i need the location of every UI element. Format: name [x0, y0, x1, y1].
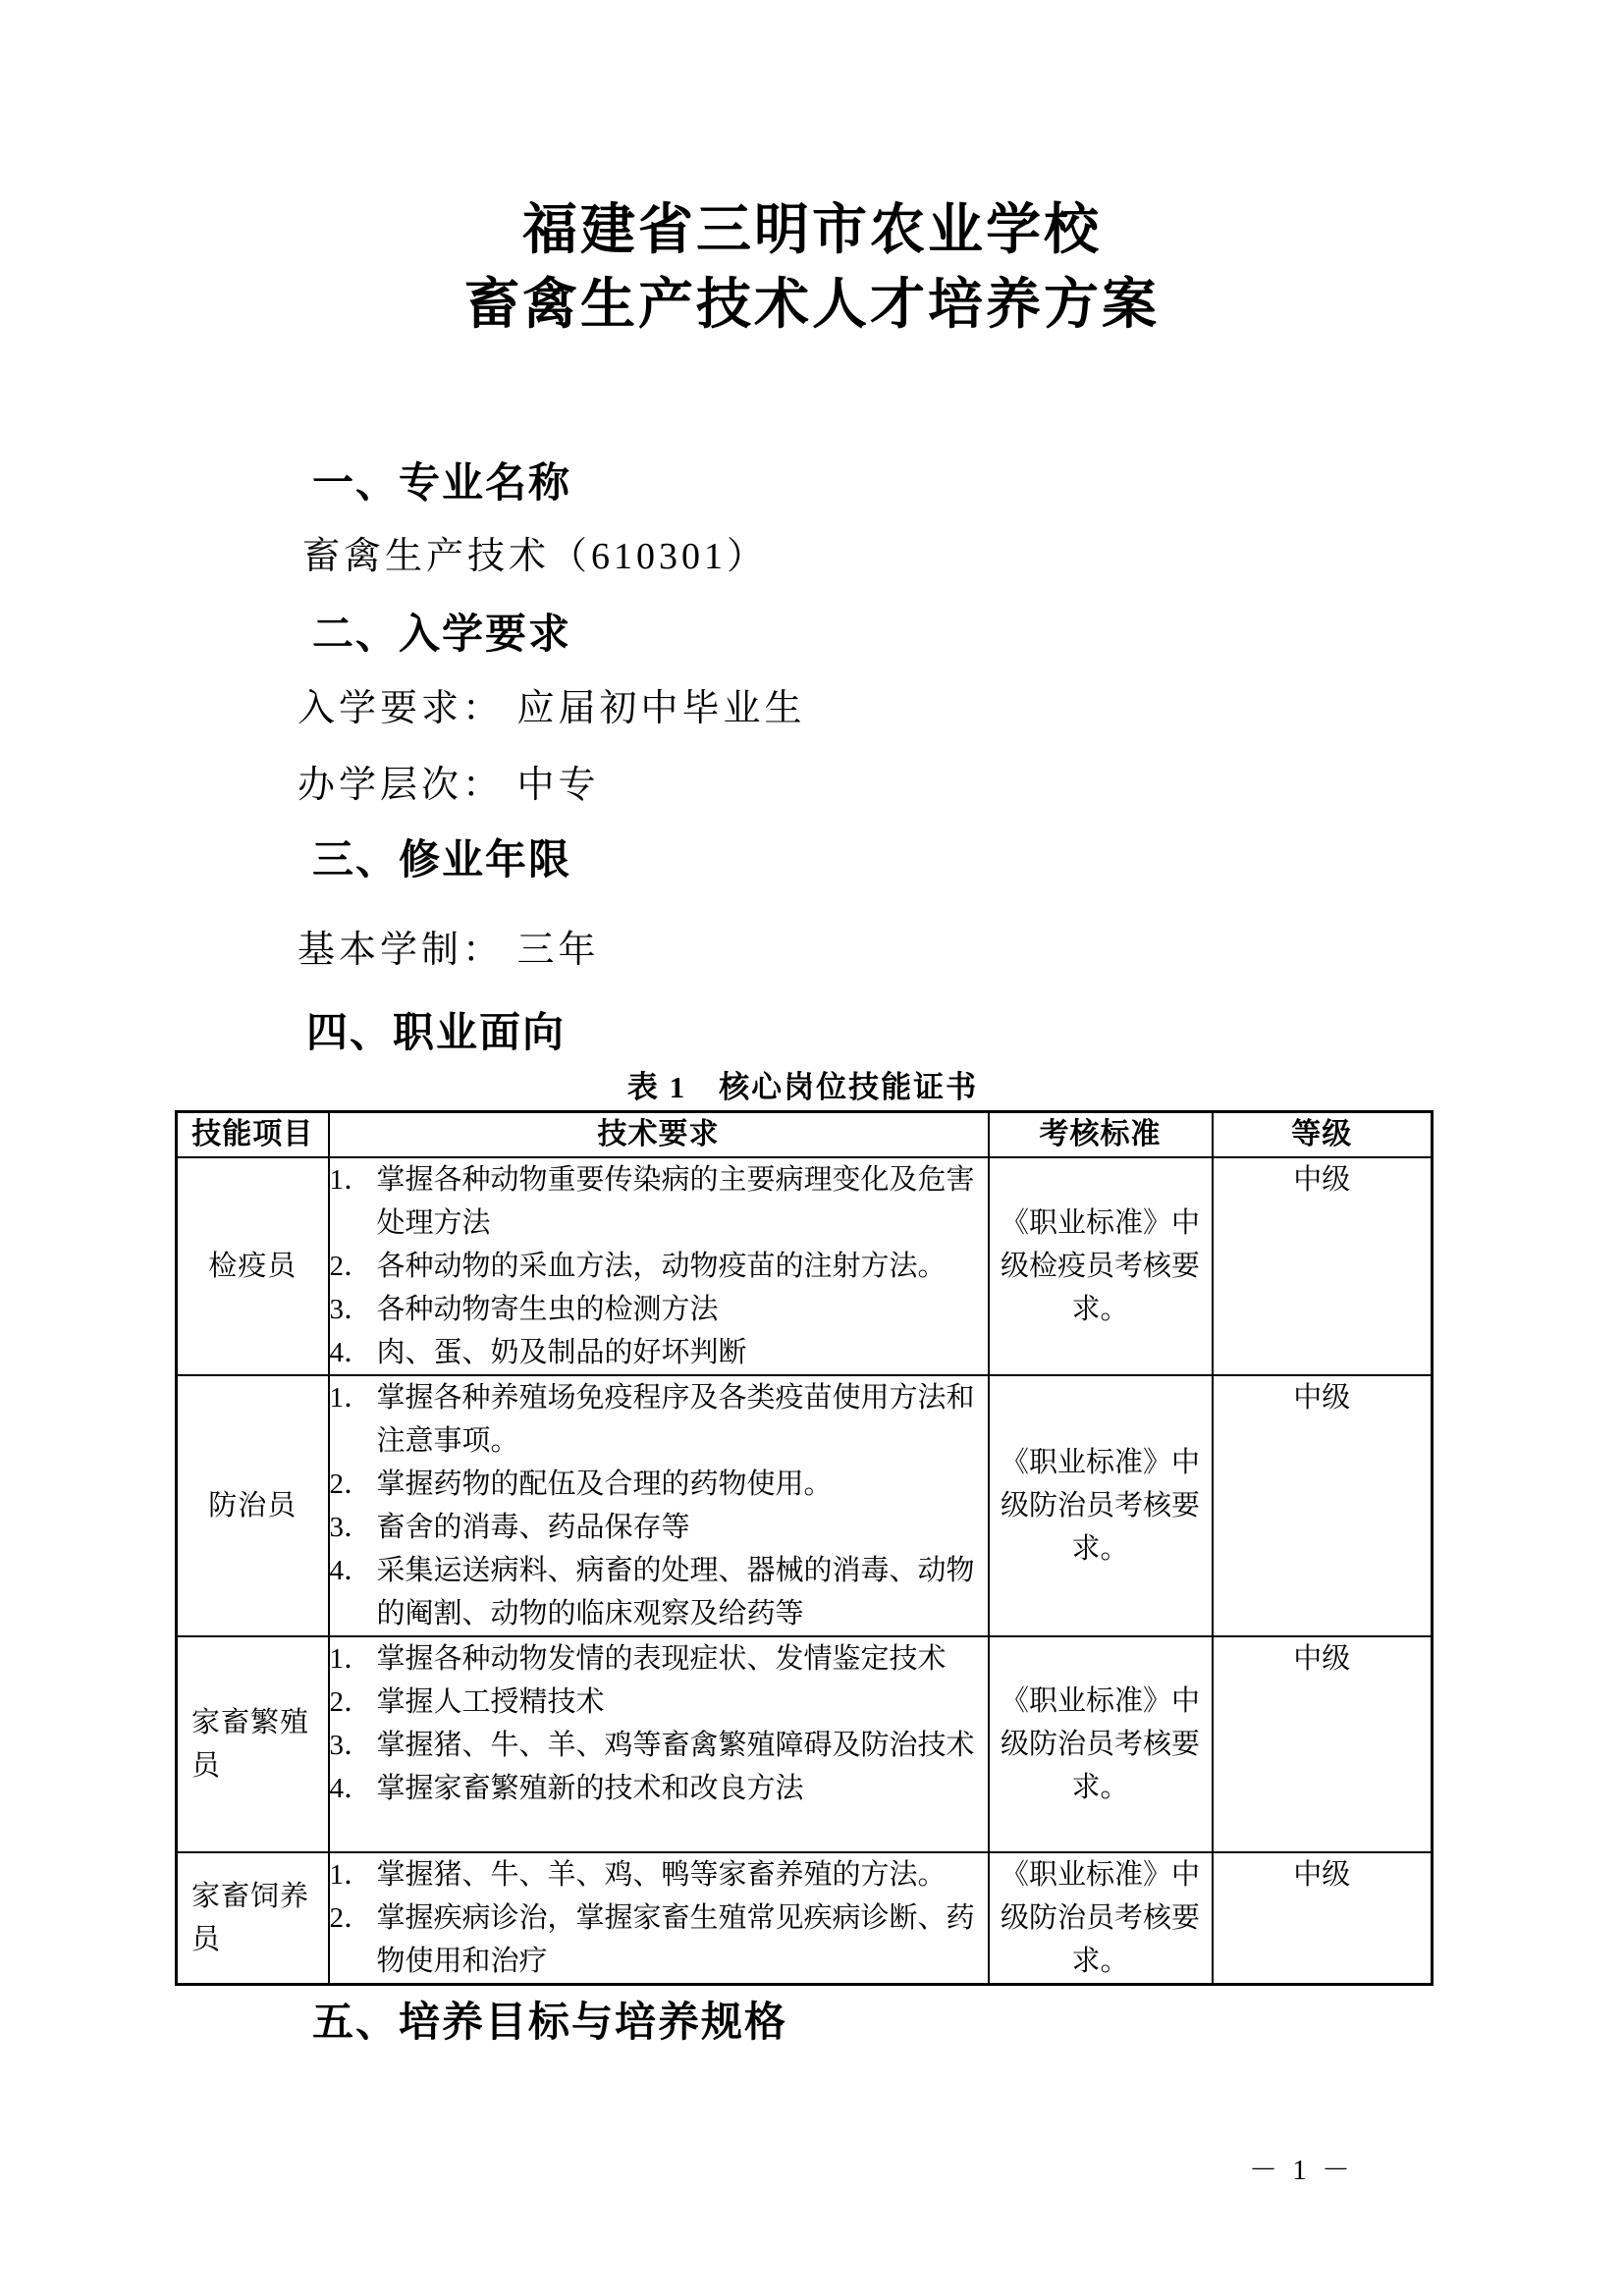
requirement-number: 1．: [329, 1643, 373, 1675]
requirement-item: [330, 1681, 988, 1724]
requirement-text: 掌握猪、牛、羊、鸡、鸭等家畜养殖的方法。: [376, 1859, 947, 1891]
job-name-cell: 检疫员: [177, 1157, 329, 1375]
requirements-cell: [329, 1636, 989, 1852]
table-caption: 表 1 核心岗位技能证书: [626, 1070, 979, 1104]
requirement-number: 4．: [329, 1555, 373, 1586]
requirement-text: 掌握药物的配伍及合理的药物使用。: [376, 1468, 833, 1500]
header-tech-requirements: 技术要求: [329, 1112, 989, 1158]
table-row-feeding-worker: [177, 1852, 1433, 1985]
requirement-item: [330, 1637, 988, 1681]
requirement-item: [330, 1767, 988, 1810]
assessment-standard-cell: 《职业标准》中级防治员考核要求。: [989, 1375, 1213, 1636]
requirement-item: [330, 1463, 988, 1506]
requirement-item: [330, 1158, 988, 1245]
requirements-cell: [329, 1157, 989, 1375]
section-heading-career-orientation: 四、职业面向: [306, 1009, 567, 1055]
page-number: － 1 －: [1249, 2155, 1355, 2186]
table-row-inspector: [177, 1157, 1433, 1375]
requirement-text: 畜舍的消毒、药品保存等: [376, 1512, 690, 1543]
section-heading-schooling-years: 三、修业年限: [312, 836, 572, 882]
requirement-number: 2．: [329, 1902, 373, 1934]
requirement-text: 各种动物的采血方法，动物疫苗的注射方法。: [376, 1251, 947, 1282]
requirement-number: 4．: [329, 1773, 373, 1804]
requirement-item: [330, 1245, 988, 1288]
document-title-line-1: 福建省三明市农业学校: [522, 198, 1102, 260]
requirement-item: [330, 1549, 988, 1635]
requirement-text: 掌握疾病诊治，掌握家畜生殖常见疾病诊断、药物使用和治疗: [376, 1902, 975, 1977]
section-heading-major-name: 一、专业名称: [312, 459, 572, 506]
requirement-number: 2．: [329, 1468, 373, 1500]
requirement-text: 掌握猪、牛、羊、鸡等畜禽繁殖障碍及防治技术: [376, 1730, 975, 1761]
requirement-text: 采集运送病料、病畜的处理、器械的消毒、动物的阉割、动物的临床观察及给药等: [376, 1555, 975, 1629]
requirement-text: 肉、蛋、奶及制品的好坏判断: [376, 1337, 747, 1368]
job-name-cell: 防治员: [177, 1375, 329, 1636]
school-level-text: 办学层次： 中专: [298, 765, 600, 806]
requirement-text: 掌握人工授精技术: [376, 1686, 605, 1718]
table-row-prevention-worker: [177, 1375, 1433, 1636]
requirement-item: [330, 1376, 988, 1463]
table-header-row: [177, 1112, 1433, 1158]
requirement-number: 2．: [329, 1251, 373, 1282]
header-grade: 等级: [1213, 1112, 1433, 1158]
requirement-text: 掌握各种动物发情的表现症状、发情鉴定技术: [376, 1643, 947, 1675]
section-heading-training-objectives: 五、培养目标与培养规格: [312, 1999, 788, 2045]
document-title: [0, 192, 1624, 342]
requirement-text: 掌握家畜繁殖新的技术和改良方法: [376, 1773, 804, 1804]
grade-cell: 中级: [1213, 1636, 1433, 1852]
major-name-text: 畜禽生产技术（610301）: [302, 536, 769, 577]
requirement-number: 4．: [329, 1337, 373, 1368]
requirement-item: [330, 1506, 988, 1549]
job-name-cell: 家畜饲养员: [177, 1852, 329, 1985]
requirement-text: 掌握各种动物重要传染病的主要病理变化及危害处理方法: [376, 1164, 975, 1239]
assessment-standard-cell: 《职业标准》中级检疫员考核要求。: [989, 1157, 1213, 1375]
requirement-item: [330, 1288, 988, 1331]
requirement-item: [330, 1896, 988, 1983]
entry-requirement-text: 入学要求： 应届初中毕业生: [298, 688, 806, 729]
requirement-item: [330, 1331, 988, 1374]
requirement-number: 1．: [329, 1164, 373, 1196]
grade-cell: 中级: [1213, 1852, 1433, 1985]
requirements-cell: [329, 1375, 989, 1636]
job-name-cell: 家畜繁殖员: [177, 1636, 329, 1852]
grade-cell: 中级: [1213, 1375, 1433, 1636]
requirement-number: 3．: [329, 1512, 373, 1543]
requirement-number: 1．: [329, 1382, 373, 1414]
grade-cell: 中级: [1213, 1157, 1433, 1375]
requirement-text: 各种动物寄生虫的检测方法: [376, 1294, 719, 1325]
skills-certificate-table: [175, 1110, 1434, 1986]
section-heading-entry-requirements: 二、入学要求: [312, 611, 572, 657]
requirement-text: 掌握各种养殖场免疫程序及各类疫苗使用方法和注意事项。: [376, 1382, 975, 1457]
assessment-standard-cell: 《职业标准》中级防治员考核要求。: [989, 1852, 1213, 1985]
requirement-number: 3．: [329, 1294, 373, 1325]
requirement-number: 2．: [329, 1686, 373, 1718]
header-assessment-standard: 考核标准: [989, 1112, 1213, 1158]
requirement-item: [330, 1724, 988, 1767]
requirement-item: [330, 1853, 988, 1896]
assessment-standard-cell: 《职业标准》中级防治员考核要求。: [989, 1636, 1213, 1852]
schooling-years-text: 基本学制： 三年: [298, 930, 600, 971]
table-row-breeding-worker: [177, 1636, 1433, 1852]
document-title-line-2: 畜禽生产技术人才培养方案: [464, 273, 1160, 335]
skills-table-container: [175, 1110, 1434, 1986]
requirements-cell: [329, 1852, 989, 1985]
requirement-number: 1．: [329, 1859, 373, 1891]
requirement-number: 3．: [329, 1730, 373, 1761]
header-skill-item: 技能项目: [177, 1112, 329, 1158]
